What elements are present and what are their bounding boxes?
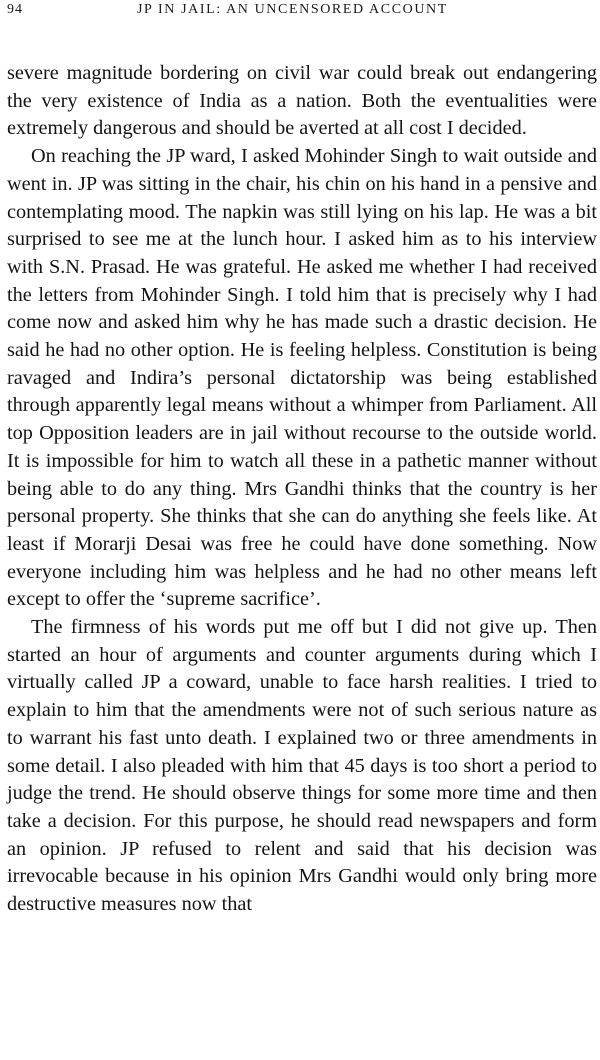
paragraph-jp-ward: On reaching the JP ward, I asked Mohinder Singh to wait outside and went in. JP was sitting in the chair, his chin on his hand in a pensive and contemplating mood. The napkin was still lying on his lap. He was a bit surprised to see me at the lunch hour. I asked him as to his interview with S.N. Prasad. He was grateful. He asked me whether I had received the letters from Mohinder Singh. I told him that is precisely why I had come now and asked him why he has made such a drastic decision. He said he had no other option. He is feeling helpless. Constitution is being ravaged and Indira’s personal dictatorship was being established through apparently legal means without a whimper from Parliament. All top Opposition leaders are in jail without recourse to the outside world. It is impossible for him to watch all these in a pathetic manner without being able to do any thing. Mrs Gandhi thinks that the country is her personal property. She thinks that she can do anything she feels like. At least if Morarji Desai was free he could have done something. Now everyone including him was helpless and he had no other means left except to offer the ‘supreme sacrifice’. (7, 145, 597, 611)
paragraph-continuation: severe magnitude bordering on civil war could break out endangering the very existence of India as a nation. Both the eventualities were extremely dangerous and should be averted at all cost I decided. (7, 62, 597, 140)
page-header (7, 2, 596, 24)
paragraph-arguments: The firmness of his words put me off but I did not give up. Then started an hour of arguments and counter arguments during which I virtually called JP a coward, unable to face harsh realities. I tried to explain to him that the amendments were not of such serious nature as to warrant his fast unto death. I explained two or three amendments in some detail. I also pleaded with him that 45 days is too short a period to judge the trend. He should observe things for some more time and then take a decision. For this purpose, he should read newspapers and form an opinion. JP refused to relent and said that his decision was irrevocable because in his opinion Mrs Gandhi would only bring more destructive measures now that (7, 616, 597, 916)
body-text (7, 60, 597, 919)
page-number: 94 (7, 2, 23, 17)
running-title: JP IN JAIL: AN UNCENSORED ACCOUNT (137, 2, 448, 17)
